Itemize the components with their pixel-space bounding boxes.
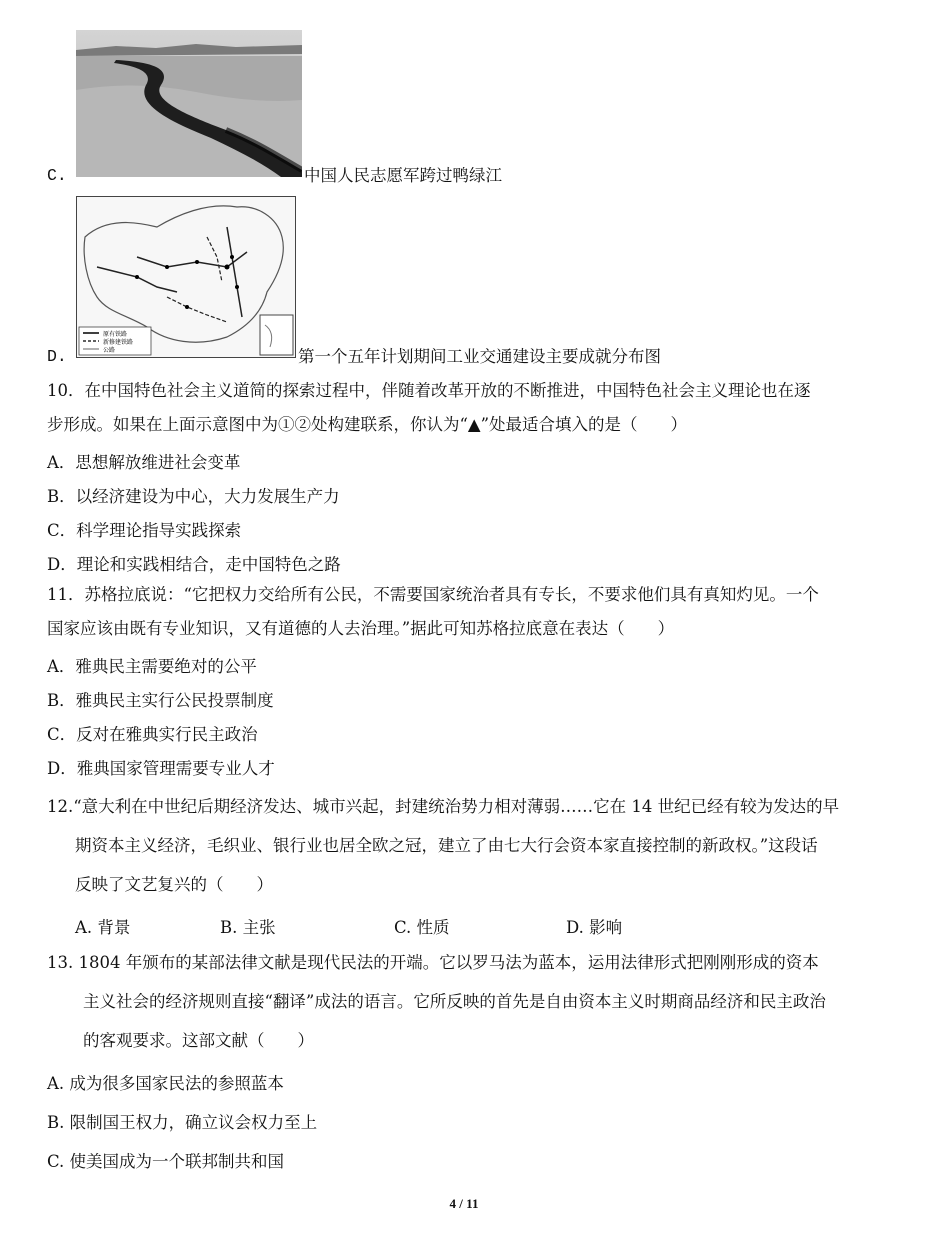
map-legend-new-railway: 新修建铁路 bbox=[103, 339, 134, 346]
q9-option-c-caption: 中国人民志愿军跨过鸭绿江 bbox=[304, 166, 502, 185]
q10-stem-line1: 10．在中国特色社会主义道简的探索过程中，伴随着改革开放的不断推进，中国特色社会主义理论也在逐 bbox=[47, 381, 811, 400]
q9-option-c-letter: C. bbox=[47, 166, 67, 185]
river-crossing-illustration bbox=[76, 30, 302, 177]
q13-option-c: C. 使美国成为一个联邦制共和国 bbox=[47, 1152, 285, 1171]
q11-stem-line1: 11．苏格拉底说：“它把权力交给所有公民，不需要国家统治者具有专长，不要求他们具有真知灼见。一个 bbox=[47, 585, 819, 604]
five-year-plan-map bbox=[76, 196, 296, 358]
q11-option-a: A．雅典民主需要绝对的公平 bbox=[47, 657, 257, 676]
map-legend-highway: 公路 bbox=[103, 347, 116, 354]
q13-option-a: A. 成为很多国家民法的参照蓝本 bbox=[47, 1074, 284, 1093]
china-map-illustration bbox=[77, 197, 295, 357]
q9-option-d-letter: D. bbox=[47, 347, 67, 366]
map-legend-existing-railway: 原有铁路 bbox=[103, 331, 128, 338]
q10-option-a: A．思想解放维进社会变革 bbox=[47, 453, 241, 472]
q11-option-b: B．雅典民主实行公民投票制度 bbox=[47, 691, 274, 710]
q9-option-d-caption: 第一个五年计划期间工业交通建设主要成就分布图 bbox=[298, 347, 661, 366]
q11-stem-line2: 国家应该由既有专业知识，又有道德的人去治理。”据此可知苏格拉底意在表达（ ） bbox=[47, 619, 675, 638]
q13-stem-line3: 的客观要求。这部文献（ ） bbox=[83, 1031, 314, 1050]
q12-option-d: D. 影响 bbox=[566, 918, 623, 937]
q10-stem-line2: 步形成。如果在上面示意图中为①②处构建联系，你认为“▲”处最适合填入的是（ ） bbox=[47, 415, 688, 434]
q12-stem-line2: 期资本主义经济，毛织业、银行业也居全欧之冠，建立了由七大行会资本家直接控制的新政权。”这段话 bbox=[75, 836, 818, 855]
q10-option-d: D．理论和实践相结合，走中国特色之路 bbox=[47, 555, 341, 574]
volunteer-army-photo bbox=[76, 30, 302, 177]
q12-stem-line3: 反映了文艺复兴的（ ） bbox=[75, 875, 273, 894]
q13-option-b: B. 限制国王权力，确立议会权力至上 bbox=[47, 1113, 318, 1132]
q10-option-c: C．科学理论指导实践探索 bbox=[47, 521, 242, 540]
q12-option-a: A. 背景 bbox=[75, 918, 131, 937]
q10-option-b: B．以经济建设为中心，大力发展生产力 bbox=[47, 487, 340, 506]
q11-option-c: C．反对在雅典实行民主政治 bbox=[47, 725, 258, 744]
q13-stem-line2: 主义社会的经济规则直接“翻译”成法的语言。它所反映的首先是自由资本主义时期商品经济和民主政治 bbox=[83, 992, 826, 1011]
q12-option-c: C. 性质 bbox=[394, 918, 450, 937]
q12-stem-line1: 12.“意大利在中世纪后期经济发达、城市兴起，封建统治势力相对薄弱……它在 14 世纪已经有较为发达的早 bbox=[47, 797, 840, 816]
q13-stem-line1: 13. 1804 年颁布的某部法律文献是现代民法的开端。它以罗马法为蓝本，运用法律形式把刚刚形成的资本 bbox=[47, 953, 819, 972]
q11-option-d: D．雅典国家管理需要专业人才 bbox=[47, 759, 275, 778]
q12-option-b: B. 主张 bbox=[220, 918, 276, 937]
page-number: 4 / 11 bbox=[449, 1196, 479, 1211]
